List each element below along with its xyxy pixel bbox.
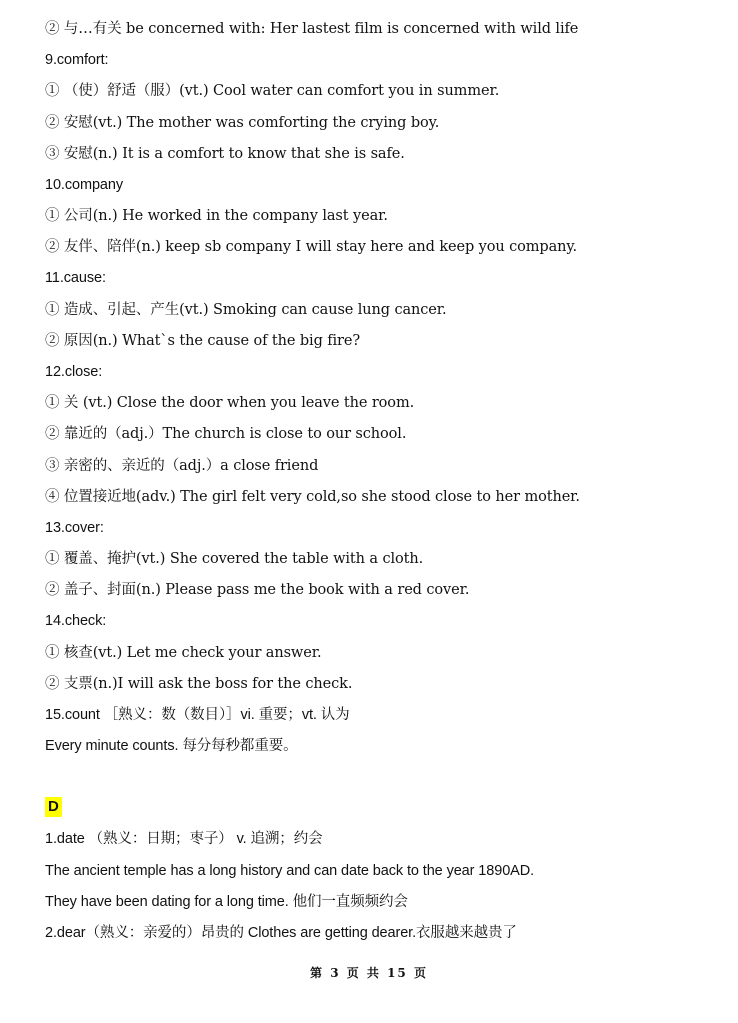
entry-heading: 13.cover: — [45, 520, 104, 536]
text-line: ① （使）舒适（服）(vt.) Cool water can comfort you in summer. — [45, 83, 500, 99]
entry-heading: 1.date （熟义：日期；枣子） v. 追溯；约会 — [45, 831, 323, 847]
text-line: ③ 亲密的、亲近的（adj.）a close friend — [45, 458, 319, 474]
text-line: Every minute counts. 每分每秒都重要。 — [45, 738, 298, 754]
text-line: ① 覆盖、掩护(vt.) She covered the table with a cloth. — [45, 551, 424, 567]
text-line: ① 核查(vt.) Let me check your answer. — [45, 645, 322, 661]
text-line: ① 造成、引起、产生(vt.) Smoking can cause lung cancer. — [45, 302, 447, 318]
section-letter-badge: D — [45, 797, 62, 817]
text-line: They have been dating for a long time. 他们一直频频约会 — [45, 894, 408, 910]
page-footer: 第 3 页 共 15 页 — [310, 966, 428, 980]
text-line: ② 原因(n.) What`s the cause of the big fire? — [45, 333, 361, 349]
entry-heading: 9.comfort: — [45, 52, 109, 68]
text-line: ② 友伴、陪伴(n.) keep sb company I will stay here and keep you company. — [45, 239, 578, 255]
section-heading — [45, 797, 62, 817]
text-line: ④ 位置接近地(adv.) The girl felt very cold,so she stood close to her mother. — [45, 489, 580, 505]
text-line: ③ 安慰(n.) It is a comfort to know that she is safe. — [45, 146, 405, 162]
text-line: ① 公司(n.) He worked in the company last year. — [45, 208, 388, 224]
text-line: ② 与…有关 be concerned with: Her lastest film is concerned with wild life — [45, 21, 579, 37]
text-line: ② 支票(n.)I will ask the boss for the check. — [45, 676, 353, 692]
text-line: ② 盖子、封面(n.) Please pass me the book with a red cover. — [45, 582, 470, 598]
text-line: The ancient temple has a long history and can date back to the year 1890AD. — [45, 863, 535, 879]
text-line: ② 安慰(vt.) The mother was comforting the crying boy. — [45, 115, 440, 131]
text-line: 2.dear（熟义：亲爱的）昂贵的 Clothes are getting dearer.衣服越来越贵了 — [45, 925, 517, 941]
entry-heading: 10.company — [45, 177, 123, 193]
entry-heading: 15.count ［熟义：数（数目）］vi. 重要；vt. 认为 — [45, 707, 350, 723]
entry-heading: 11.cause: — [45, 270, 106, 286]
text-line: ② 靠近的（adj.）The church is close to our school. — [45, 426, 407, 442]
entry-heading: 14.check: — [45, 613, 107, 629]
entry-heading: 12.close: — [45, 364, 103, 380]
text-line: ① 关 (vt.) Close the door when you leave the room. — [45, 395, 415, 411]
